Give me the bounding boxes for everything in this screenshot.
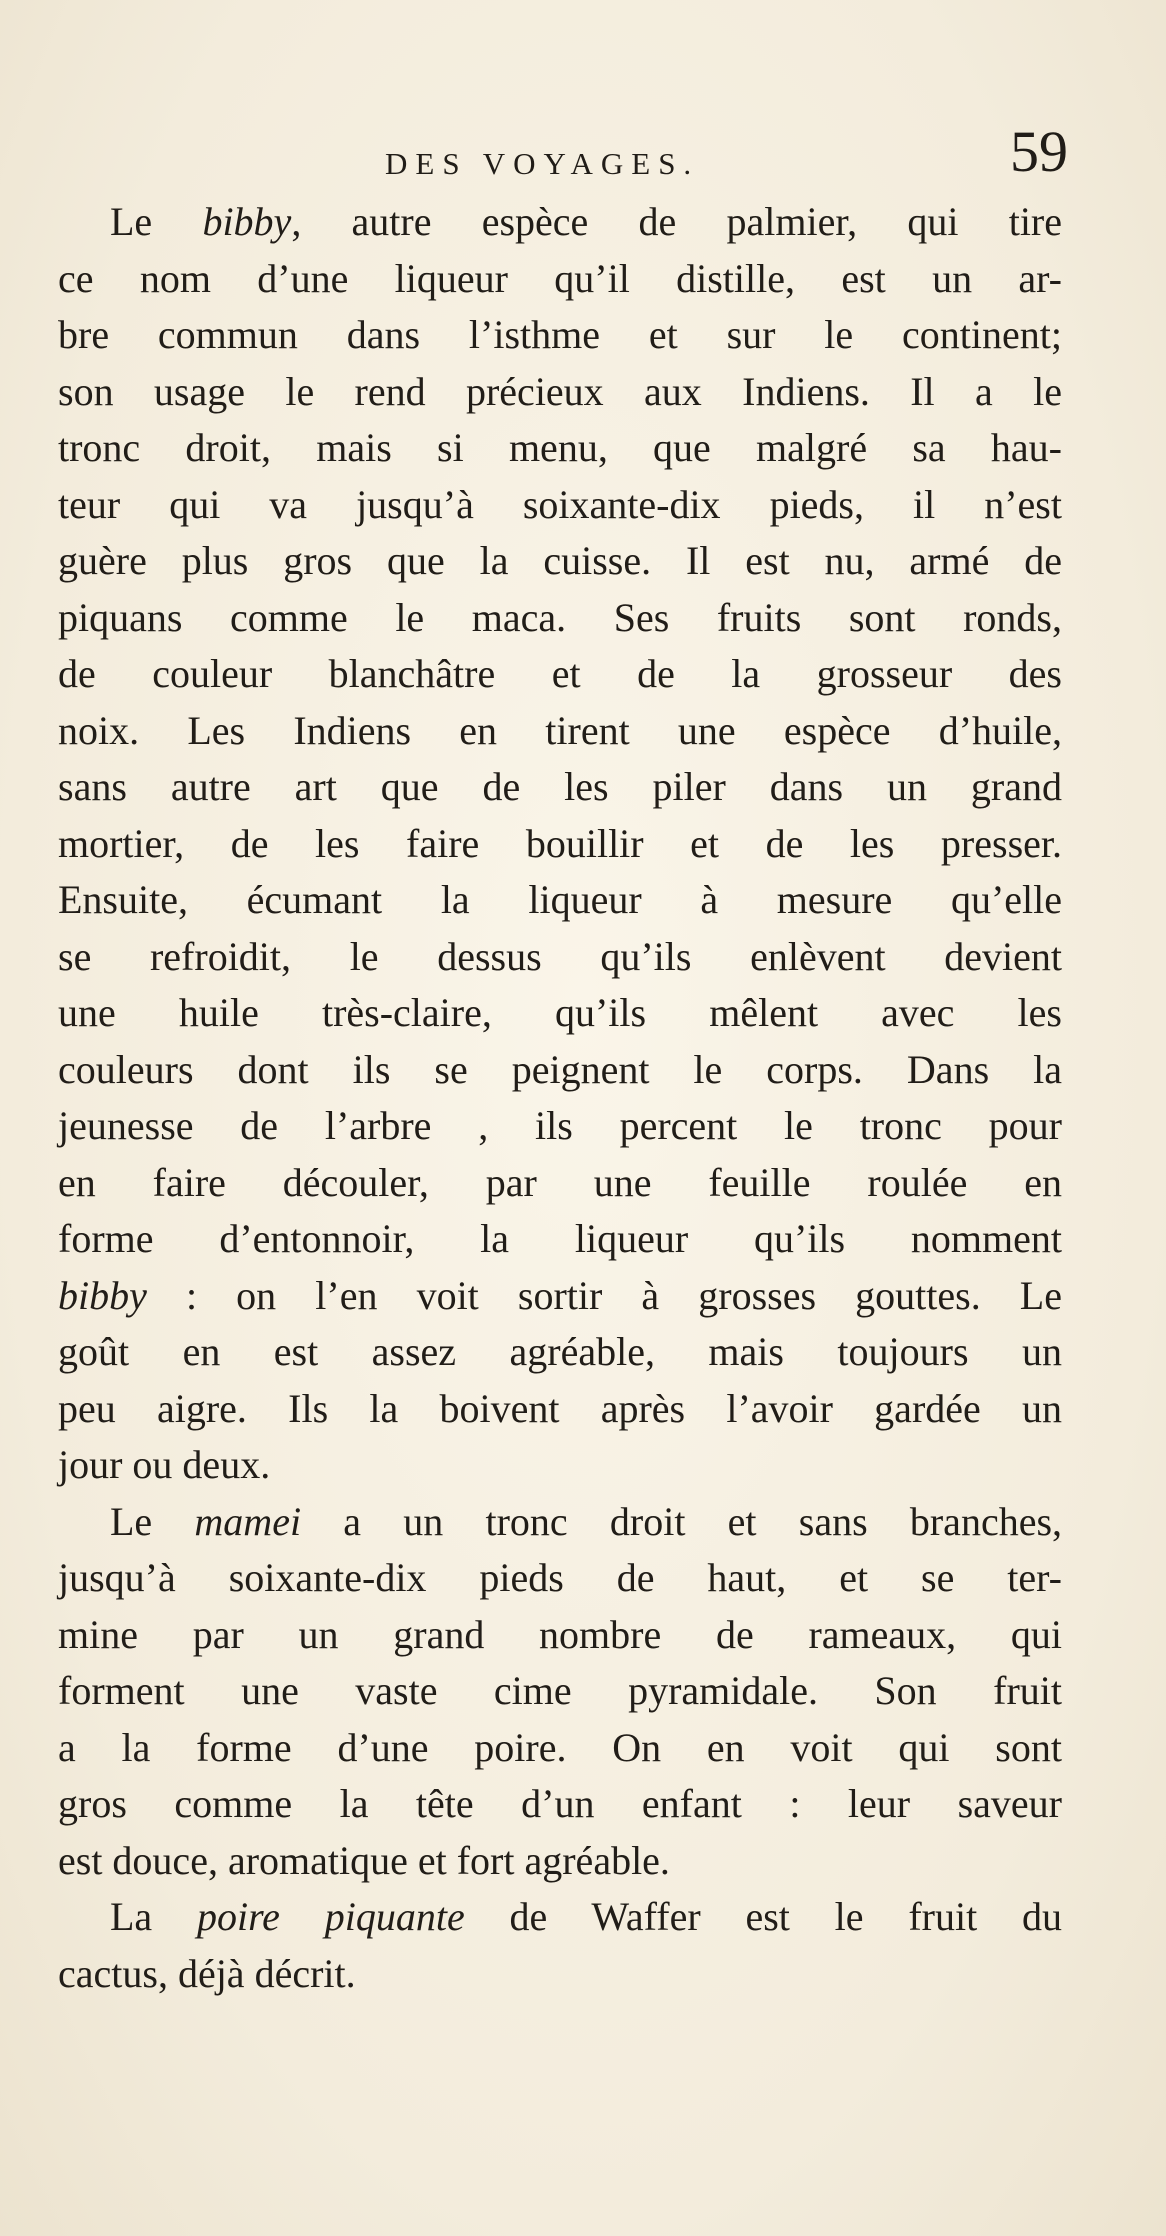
text-segment: forment une vaste cime pyramidale. Son fruit <box>58 1668 1062 1713</box>
page-header <box>0 118 1166 198</box>
text-segment: mine par un grand nombre de rameaux, qui <box>58 1611 1062 1657</box>
text-segment: Ensuite, écumant la liqueur à mesure qu’elle <box>58 877 1062 922</box>
text-segment: sans autre art que de les piler dans un grand <box>58 764 1062 809</box>
text-segment: est douce, aromatique et fort agréable. <box>58 1837 670 1883</box>
text-segment: guère plus gros que la cuisse. Il est nu, armé de <box>58 538 1062 583</box>
text-line <box>58 420 1062 477</box>
italic-term: bibby <box>58 1272 147 1318</box>
text-segment: tronc droit, mais si menu, que malgré sa hau- <box>58 425 1062 470</box>
text-line <box>58 1155 1062 1212</box>
text-line <box>58 1437 1062 1494</box>
text-line <box>58 929 1062 986</box>
italic-term: poire piquante <box>196 1894 465 1939</box>
text-segment: a la forme d’une poire. On en voit qui sont <box>58 1724 1062 1770</box>
text-line <box>58 1720 1062 1777</box>
text-segment: se refroidit, le dessus qu’ils enlèvent devient <box>58 933 1062 979</box>
text-line <box>58 985 1062 1042</box>
text-line <box>58 590 1062 647</box>
text-line <box>58 251 1062 308</box>
page-number: 59 <box>1010 119 1068 184</box>
text-line <box>58 1324 1062 1381</box>
text-line <box>58 1550 1062 1607</box>
paragraph <box>58 1889 1062 2002</box>
text-segment: La <box>110 1894 197 1939</box>
text-segment: cactus, déjà décrit. <box>58 1950 356 1996</box>
text-line <box>58 759 1062 816</box>
text-segment: a un tronc droit et sans branches, <box>301 1498 1063 1544</box>
text-line <box>58 477 1062 534</box>
text-line <box>58 816 1062 873</box>
text-segment: teur qui va jusqu’à soixante-dix pieds, il n’est <box>58 481 1062 527</box>
text-segment: forme d’entonnoir, la liqueur qu’ils nomment <box>58 1216 1062 1261</box>
text-segment: ce nom d’une liqueur qu’il distille, est un ar- <box>58 255 1062 301</box>
text-line <box>58 194 1062 251</box>
text-line <box>58 1833 1062 1890</box>
text-line <box>58 533 1062 590</box>
text-segment: peu aigre. Ils la boivent après l’avoir gardée un <box>58 1385 1062 1431</box>
text-line <box>58 703 1062 760</box>
paragraph <box>58 1494 1062 1890</box>
text-line <box>58 1607 1062 1664</box>
text-line <box>58 1042 1062 1099</box>
text-line <box>58 1946 1062 2003</box>
text-segment: jour ou deux. <box>58 1442 271 1487</box>
text-segment: noix. Les Indiens en tirent une espèce d’huile, <box>58 707 1062 753</box>
running-title: DES VOYAGES. <box>385 146 700 181</box>
text-line <box>58 1211 1062 1268</box>
text-segment: piquans comme le maca. Ses fruits sont ronds, <box>58 594 1062 640</box>
body-text <box>58 194 1062 2002</box>
text-segment: Le <box>110 1498 195 1544</box>
paragraph <box>58 194 1062 1494</box>
text-line <box>58 872 1062 929</box>
text-segment: Le <box>110 199 203 244</box>
text-segment: de couleur blanchâtre et de la grosseur des <box>58 651 1062 696</box>
text-segment: une huile très-claire, qu’ils mêlent avec les <box>58 990 1062 1035</box>
text-line <box>58 1776 1062 1833</box>
text-segment: jusqu’à soixante-dix pieds de haut, et se ter- <box>58 1555 1062 1600</box>
text-line <box>58 646 1062 703</box>
italic-term: bibby <box>202 199 292 244</box>
text-line <box>58 364 1062 421</box>
text-line <box>58 1889 1062 1946</box>
text-segment: couleurs dont ils se peignent le corps. Dans la <box>58 1046 1062 1092</box>
text-segment: goût en est assez agréable, mais toujours un <box>58 1329 1062 1374</box>
text-segment: de Waffer est le fruit du <box>464 1894 1062 1939</box>
text-segment: gros comme la tête d’un enfant : leur saveur <box>58 1781 1062 1826</box>
text-line <box>58 307 1062 364</box>
text-segment: bre commun dans l’isthme et sur le continent; <box>58 312 1062 357</box>
text-segment: , autre espèce de palmier, qui tire <box>291 199 1063 244</box>
text-segment: son usage le rend précieux aux Indiens. Il a le <box>58 368 1062 414</box>
text-line <box>58 1381 1062 1438</box>
text-line <box>58 1098 1062 1155</box>
italic-term: mamei <box>194 1498 302 1544</box>
text-segment: : on l’en voit sortir à grosses gouttes. Le <box>146 1272 1062 1318</box>
text-line <box>58 1494 1062 1551</box>
text-segment: jeunesse de l’arbre , ils percent le tronc pour <box>58 1103 1062 1148</box>
text-line <box>58 1268 1062 1325</box>
text-line <box>58 1663 1062 1720</box>
text-segment: en faire découler, par une feuille roulée en <box>58 1159 1062 1205</box>
text-segment: mortier, de les faire bouillir et de les presser. <box>58 820 1062 866</box>
